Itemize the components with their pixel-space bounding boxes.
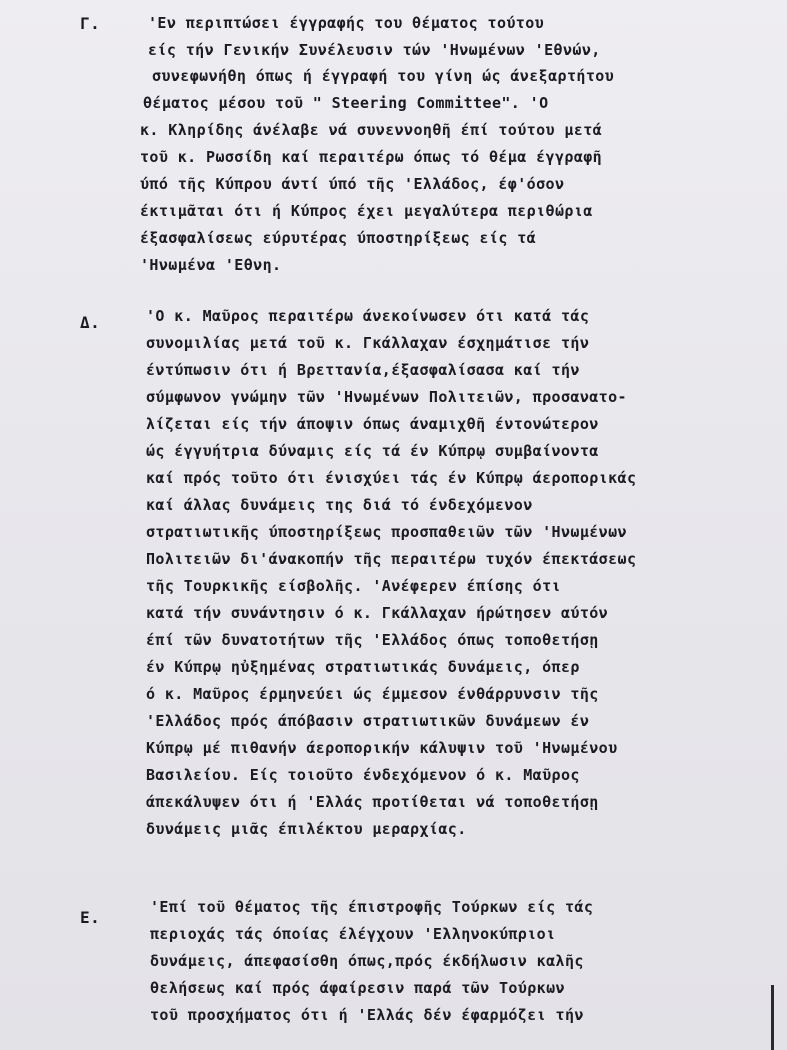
text-line: συνεφωνήθη όπως ή έγγραφή του γίνη ώς άνεξαρτήτου xyxy=(152,67,615,85)
text-line: έντύπωσιν ότι ή Βρεττανία,έξασφαλίσασα καί τήν xyxy=(146,361,580,379)
text-line: είς τήν Γενικήν Συνέλευσιν τών 'Ηνωμένων 'Εθνών, xyxy=(148,41,601,59)
text-line: Βασιλείου. Είς τοιοῦτο ένδεχόμενον ό κ. Μαῦρος xyxy=(146,766,580,784)
page-edge-shadow xyxy=(771,985,774,1050)
paragraph-marker: Ε. xyxy=(80,908,101,927)
text-line: άπεκάλυψεν ότι ή 'Ελλάς προτίθεται νά τοποθετήσῃ xyxy=(146,793,599,811)
text-line: 'Ο κ. Μαῦρος περαιτέρω άνεκοίνωσεν ότι κατά τάς xyxy=(146,307,590,325)
text-line: κ. Κληρίδης άνέλαβε νά συνεννοηθῆ έπί τούτου μετά xyxy=(140,121,603,139)
text-line: θέματος μέσου τοῦ " Steering Committee". 'Ο xyxy=(143,94,549,112)
paragraph-marker: Δ. xyxy=(80,313,101,332)
text-line: καί πρός τοῦτο ότι ένισχύει τάς έν Κύπρῳ άεροπορικάς xyxy=(146,469,637,487)
text-line: ό κ. Μαῦρος έρμηνεύει ώς έμμεσον ένθάρρυνσιν τῆς xyxy=(146,685,599,703)
text-line: ύπό τῆς Κύπρου άντί ύπό τῆς 'Ελλάδος, έφ'όσον xyxy=(140,175,565,193)
text-line: ώς έγγυήτρια δύναμις είς τά έν Κύπρῳ συμβαίνοντα xyxy=(146,442,599,460)
text-line: δυνάμεις, άπεφασίσθη όπως,πρός έκδήλωσιν καλῆς xyxy=(150,952,584,970)
text-line: καί άλλας δυνάμεις της διά τό ένδεχόμενον xyxy=(146,496,533,514)
text-line: λίζεται είς τήν άποψιν όπως άναμιχθῆ έντονώτερον xyxy=(146,415,599,433)
text-line: δυνάμεις μιᾶς έπιλέκτου μεραρχίας. xyxy=(146,820,467,838)
text-line: κατά τήν συνάντησιν ό κ. Γκάλλαχαν ήρώτησεν αύτόν xyxy=(146,604,609,622)
text-line: στρατιωτικῆς ύποστηρίξεως προσπαθειῶν τῶν 'Ηνωμένων xyxy=(146,523,627,541)
text-line: συνομιλίας μετά τοῦ κ. Γκάλλαχαν έσχημάτισε τήν xyxy=(146,334,590,352)
text-line: έν Κύπρῳ ηὐξημένας στρατιωτικάς δυνάμεις, όπερ xyxy=(146,658,580,676)
text-line: τῆς Τουρκικῆς είσβολῆς. 'Ανέφερεν έπίσης ότι xyxy=(146,577,561,595)
text-line: 'Εν περιπτώσει έγγραφής του θέματος τούτου xyxy=(148,14,545,32)
text-line: 'Ελλάδος πρός άπόβασιν στρατιωτικῶν δυνάμεων έν xyxy=(146,712,590,730)
text-line: έξασφαλίσεως εύρυτέρας ύποστηρίξεως είς τά xyxy=(140,229,537,247)
text-line: θελήσεως καί πρός άφαίρεσιν παρά τῶν Τούρκων xyxy=(150,979,565,997)
text-line: Πολιτειῶν δι'άνακοπήν τῆς περαιτέρω τυχόν έπεκτάσεως xyxy=(146,550,637,568)
text-line: σύμφωνον γνώμην τῶν 'Ηνωμένων Πολιτειῶν, προσανατο- xyxy=(146,388,627,406)
text-line: 'Ηνωμένα 'Εθνη. xyxy=(140,256,282,274)
text-line: 'Επί τοῦ θέματος τῆς έπιστροφῆς Τούρκων είς τάς xyxy=(150,898,594,916)
text-line: τοῦ κ. Ρωσσίδη καί περαιτέρω όπως τό θέμα έγγραφῆ xyxy=(140,148,603,166)
text-line: Κύπρῳ μέ πιθανήν άεροπορικήν κάλυψιν τοῦ 'Ηνωμένου xyxy=(146,739,618,757)
text-line: τοῦ προσχήματος ότι ή 'Ελλάς δέν έφαρμόζει τήν xyxy=(150,1006,584,1024)
text-line: έπί τῶν δυνατοτήτων τῆς 'Ελλάδος όπως τοποθετήσῃ xyxy=(146,631,599,649)
paragraph-marker: Γ. xyxy=(80,14,101,33)
text-line: έκτιμᾶται ότι ή Κύπρος έχει μεγαλύτερα περιθώρια xyxy=(140,202,593,220)
text-line: περιοχάς τάς όποίας έλέγχουν 'Ελληνοκύπριοι xyxy=(150,925,556,943)
